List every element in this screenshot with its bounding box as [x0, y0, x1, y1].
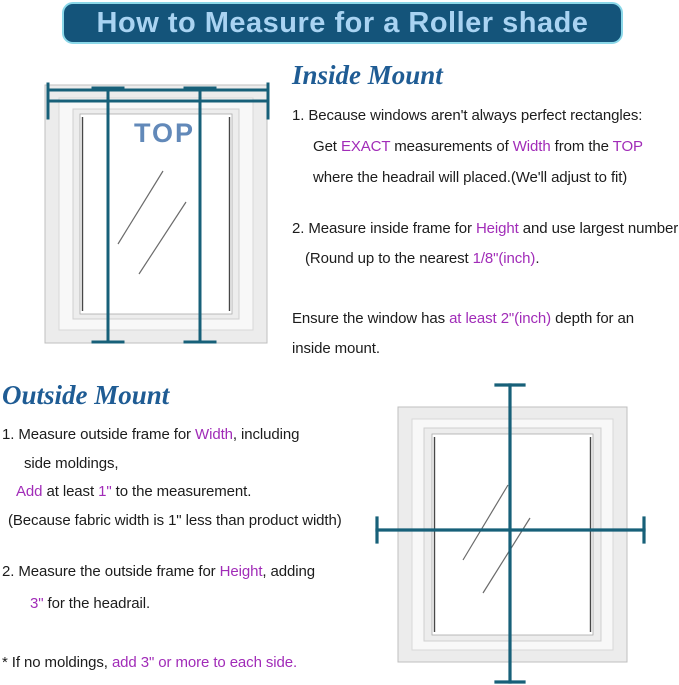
highlighted-text: TOP: [612, 138, 643, 155]
highlighted-text: 1/8"(inch): [472, 250, 536, 267]
body-text: at least: [42, 483, 99, 500]
text-line: [292, 304, 634, 334]
body-text: where the headrail will placed.(We'll adjust to fit): [313, 169, 628, 186]
inside-mount-step2: [292, 214, 678, 274]
body-text: 2. Measure inside frame for: [292, 220, 476, 237]
highlighted-text: Width: [512, 138, 551, 155]
text-line: [2, 556, 315, 588]
inside-mount-depth-note: [292, 304, 634, 364]
body-text: (Because fabric width is 1" less than product width): [8, 511, 342, 529]
body-text: * If no moldings,: [2, 654, 112, 671]
body-text: Get: [313, 138, 341, 155]
highlighted-text: add 3" or more to each side.: [111, 654, 298, 671]
body-text: depth for an: [551, 310, 635, 327]
outside-mount-step2: [2, 556, 315, 620]
body-text: 2. Measure the outside frame for: [2, 563, 220, 580]
top-label: TOP: [134, 118, 196, 148]
body-text: to the measurement.: [111, 483, 252, 500]
text-line: [292, 100, 643, 131]
text-line: [2, 421, 342, 450]
window-glass: [432, 434, 593, 635]
inside-mount-heading: Inside Mount: [292, 60, 443, 90]
page-title: How to Measure for a Roller shade: [96, 6, 589, 39]
body-text: .: [535, 250, 540, 267]
highlighted-text: Add: [16, 483, 43, 500]
body-text: and use largest number: [518, 220, 679, 237]
highlighted-text: at least 2"(inch): [449, 310, 552, 327]
text-line: [292, 131, 643, 162]
highlighted-text: Width: [195, 426, 233, 443]
text-line: [2, 450, 342, 479]
body-text: , including: [232, 426, 300, 443]
text-line: [2, 588, 315, 620]
text-line: [2, 648, 297, 678]
text-line: [2, 478, 342, 507]
outside-mount-moldings-note: [2, 648, 297, 678]
body-text: Ensure the window has: [292, 310, 450, 327]
text-line: [292, 244, 678, 274]
highlighted-text: Height: [219, 563, 263, 580]
outside-mount-step1: [2, 421, 342, 535]
body-text: measurements of: [390, 138, 513, 155]
body-text: inside mount.: [292, 340, 380, 357]
body-text: from the: [550, 138, 613, 155]
body-text: side moldings,: [24, 454, 119, 472]
highlighted-text: 3": [30, 595, 44, 612]
highlighted-text: Height: [475, 220, 519, 237]
text-line: [292, 334, 634, 364]
outside-mount-window-diagram: [368, 373, 655, 685]
text-line: [292, 214, 678, 244]
highlighted-text: 1": [98, 483, 112, 500]
body-text: 1. Measure outside frame for: [2, 426, 196, 443]
title-banner: [62, 2, 623, 44]
window-frame: [398, 407, 627, 662]
body-text: (Round up to the nearest: [305, 250, 473, 267]
highlighted-text: EXACT: [340, 138, 391, 155]
body-text: 1. Because windows aren't always perfect rectangles:: [292, 107, 643, 124]
body-text: for the headrail.: [43, 595, 151, 612]
text-line: [292, 162, 643, 193]
text-line: [2, 507, 342, 536]
body-text: , adding: [262, 563, 316, 580]
inside-mount-window-diagram: [35, 72, 280, 362]
inside-mount-step1: [292, 100, 643, 193]
outside-mount-heading: Outside Mount: [2, 380, 170, 410]
